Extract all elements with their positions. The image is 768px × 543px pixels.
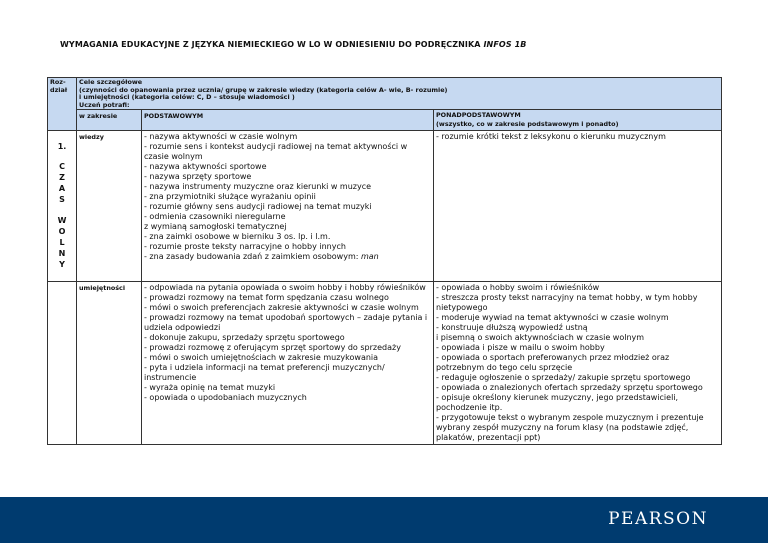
- header-section-label: Roz- dział: [50, 78, 68, 94]
- list-item: - nazywa sprzęty sportowe: [144, 172, 252, 182]
- header-line-3: i umiejętności (kategoria celów: C, D – stosuje wiadomości ): [79, 93, 295, 102]
- list-item: - wyraża opinię na temat muzyki: [144, 383, 276, 393]
- header-goals: [77, 78, 722, 110]
- header-basic-col: [142, 110, 434, 131]
- list-item: - mówi o swoich preferencjach zakresie aktywności w czasie wolnym: [144, 303, 419, 313]
- list-item: - opowiada o hobby swoim i rówieśników: [436, 283, 600, 293]
- header-advanced-note: (wszystko, co w zakresie podstawowym i ponadto): [436, 120, 619, 129]
- table-row-knowledge: [48, 131, 722, 282]
- list-item: - odmienia czasowniki nieregularne: [144, 212, 286, 222]
- header-line-4: Uczeń potrafi:: [79, 100, 130, 109]
- table-row-skills: [48, 282, 722, 445]
- list-item: - redaguje ogłoszenie o sprzedaży/ zakupie sprzętu sportowego: [436, 373, 691, 383]
- list-item: - konstruuje dłuższą wypowiedź ustną: [436, 323, 588, 333]
- section-letter: N: [58, 249, 66, 259]
- section-letter: C: [59, 162, 65, 172]
- list-item: - pyta i udziela informacji na temat preferencji muzycznych/ instrumencie: [144, 363, 385, 383]
- requirements-table: [47, 77, 722, 445]
- list-item: z wymianą samogłoski tematycznej: [144, 222, 287, 232]
- list-item: - mówi o swoich umiejętnościach w zakresie muzykowania: [144, 353, 379, 363]
- section-letters: [50, 161, 74, 270]
- header-row-main: [48, 78, 722, 110]
- advanced-list-skills: [436, 283, 719, 443]
- list-item: - prowadzi rozmowę z oferującym sprzęt sportowy do sprzedaży: [144, 343, 401, 353]
- list-item-italic: man: [360, 252, 379, 262]
- document-title: [60, 40, 720, 49]
- scope-cell-skills: [77, 282, 142, 445]
- list-item: - opowiada o upodobaniach muzycznych: [144, 393, 307, 403]
- list-item: - prowadzi rozmowy na temat upodobań sportowych – zadaje pytania i udziela odpowiedzi: [144, 313, 428, 333]
- header-line-1: Cele szczegółowe: [79, 78, 143, 86]
- list-item: - rozumie proste teksty narracyjne o hobby innych: [144, 242, 346, 252]
- section-letter: L: [59, 238, 65, 248]
- header-section-col: [48, 78, 77, 131]
- header-line-2: (czynności do opanowania przez ucznia/ grupę w zakresie wiedzy (kategoria celów A- wie, B- rozumie): [79, 85, 448, 94]
- scope-label: wiedzy: [79, 133, 104, 142]
- section-letter: O: [58, 227, 66, 237]
- list-item: - nazywa aktywności sportowe: [144, 162, 267, 172]
- basic-list-knowledge: [144, 132, 431, 262]
- scope-cell-knowledge: [77, 131, 142, 282]
- basic-cell-skills: [142, 282, 434, 445]
- header-advanced-col: [434, 110, 722, 131]
- section-letter: A: [58, 184, 66, 194]
- section-letter: W: [57, 216, 67, 226]
- footer-bar: [0, 497, 768, 543]
- list-item: - rozumie krótki tekst z leksykonu o kierunku muzycznym: [436, 132, 666, 142]
- header-scope-label: w zakresie: [79, 112, 118, 121]
- list-item: - przygotowuje tekst o wybranym zespole muzycznym i prezentuje wybrany zespół muzyczny na forum klasy (na podstawie zdjęć, plakatów, prezentacji ppt): [436, 413, 704, 443]
- list-item: - nazywa instrumenty muzyczne oraz kierunki w muzyce: [144, 182, 372, 192]
- list-item: - rozumie sens i kontekst audycji radiowej na temat aktywności w czasie wolnym: [144, 142, 408, 162]
- list-item: - odpowiada na pytania opowiada o swoim hobby i hobby rówieśników: [144, 283, 426, 293]
- header-scope-col: [77, 110, 142, 131]
- basic-list-skills: [144, 283, 431, 403]
- section-letter: Y: [59, 260, 65, 270]
- list-item: [144, 252, 431, 262]
- section-cell-empty: [48, 282, 77, 445]
- header-row-columns: [48, 110, 722, 131]
- scope-label: umiejętności: [79, 284, 126, 293]
- list-item: - rozumie główny sens audycji radiowej na temat muzyki: [144, 202, 372, 212]
- document-title-book: INFOS 1B: [483, 40, 527, 49]
- advanced-list-knowledge: [436, 132, 719, 142]
- header-basic-label: PODSTAWOWYM: [144, 112, 204, 121]
- list-item: - zna przymiotniki służące wyrażaniu opinii: [144, 192, 316, 202]
- list-item: - zna zaimki osobowe w bierniku 3 os. lp. i l.m.: [144, 232, 331, 242]
- basic-cell-knowledge: [142, 131, 434, 282]
- section-cell: [48, 131, 77, 282]
- list-item: - nazywa aktywności w czasie wolnym: [144, 132, 298, 142]
- list-item: - opisuje określony kierunek muzyczny, jego przedstawicieli, pochodzenie itp.: [436, 393, 679, 413]
- list-item-text: - zna zasady budowania zdań z zaimkiem osobowym:: [144, 252, 361, 262]
- list-item: - opowiada o sportach preferowanych przez młodzież oraz potrzebnym do tego celu sprzęcie: [436, 353, 670, 373]
- advanced-cell-knowledge: [434, 131, 722, 282]
- section-letter: Z: [59, 173, 65, 183]
- advanced-cell-skills: [434, 282, 722, 445]
- header-advanced-label: PONADPODSTAWOWYM: [436, 111, 521, 120]
- pearson-logo: PEARSON: [608, 509, 708, 529]
- list-item: - opowiada o znalezionych ofertach sprzedaży sprzętu sportowego: [436, 383, 703, 393]
- list-item: - opowiada i pisze w mailu o swoim hobby: [436, 343, 605, 353]
- list-item: - streszcza prosty tekst narracyjny na temat hobby, w tym hobby nietypowego: [436, 293, 698, 313]
- section-letter: S: [59, 195, 65, 205]
- list-item: - moderuje wywiad na temat aktywności w czasie wolnym: [436, 313, 669, 323]
- section-number: 1.: [57, 142, 67, 152]
- list-item: - dokonuje zakupu, sprzedaży sprzętu sportowego: [144, 333, 345, 343]
- list-item: i pisemną o swoich aktywnościach w czasie wolnym: [436, 333, 645, 343]
- list-item: - prowadzi rozmowy na temat form spędzania czasu wolnego: [144, 293, 389, 303]
- document-title-prefix: WYMAGANIA EDUKACYJNE Z JĘZYKA NIEMIECKIEGO W LO W ODNIESIENIU DO PODRĘCZNIKA: [60, 40, 484, 49]
